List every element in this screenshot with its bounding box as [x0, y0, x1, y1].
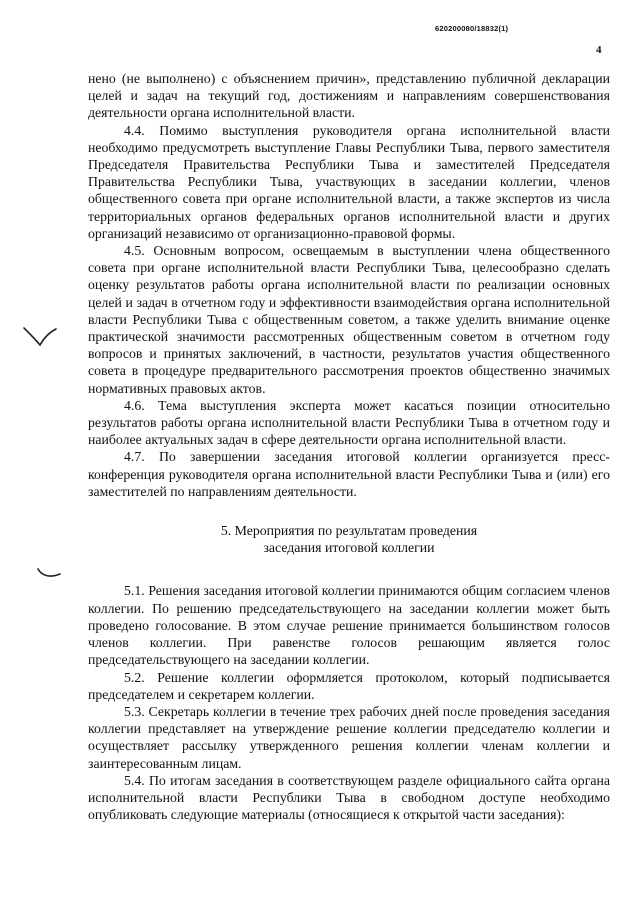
paragraph-5-4: 5.4. По итогам заседания в соответствующем разделе официального сайта органа исполнительной власти Республики Тыва в свободном доступе необходимо опубликовать следующие материалы (относящиеся к открытой части заседания): [88, 772, 610, 823]
paragraph-5-1: 5.1. Решения заседания итоговой коллегии принимаются общим согласием членов коллегии. По решению председательствующего на заседании коллегии может быть проведено голосование. В этом случае решение принимается большинством голосов членов коллегии. При равенстве голосов решающим является голос председательствующего на заседании коллегии. [88, 583, 610, 668]
document-body [88, 70, 610, 823]
paragraph-4-6: 4.6. Тема выступления эксперта может касаться позиции относительно результатов работы органа исполнительной власти Республики Тыва в отчетном году и наиболее актуальных задач в сфере деятельности органа исполнительной власти. [88, 397, 610, 448]
paragraph-4-5: 4.5. Основным вопросом, освещаемым в выступлении члена общественного совета при органе исполнительной власти Республики Тыва, целесообразно сделать оценку результатов работы органа исполнительной власти по реализации основных целей и задач в отчетном году и эффективности взаимодействия органа исполнительной власти Республики Тыва с общественным советом, а также уделить внимание оценке практической значимости рассмотренных общественным советом в отчетном году вопросов и принятых заключений, в частности, результатов участия общественного совета в процедуре предварительного рассмотрения проектов общественно значимых нормативных правовых актов. [88, 243, 610, 396]
margin-checkmark-icon [22, 326, 58, 348]
paragraph-4-7: 4.7. По завершении заседания итоговой коллегии организуется пресс-конференция руководителя органа исполнительной власти Республики Тыва и (или) его заместителей по направлениям деятельности. [88, 449, 610, 499]
page-number: 4 [596, 44, 602, 56]
section-heading [88, 522, 610, 556]
paragraph-5-2: 5.2. Решение коллегии оформляется протоколом, который подписывается председателем и секретарем коллегии. [88, 669, 610, 702]
paragraph-continuation: нено (не выполнено) с объяснением причин», представлению публичной декларации целей и задач на текущий год, достижениям и направлениям совершенствования деятельности органа исполнительной власти. [88, 71, 610, 121]
paragraph-5-3: 5.3. Секретарь коллегии в течение трех рабочих дней после проведения заседания коллегии представляет на утверждение решение коллегии председателю коллегии и осуществляет рассылку утвержденного решения коллегии членам коллегии и заинтересованным лицам. [88, 703, 610, 771]
section-heading-line1: 5. Мероприятия по результатам проведения [220, 523, 478, 539]
margin-stroke-icon [36, 566, 62, 580]
paragraph-4-4: 4.4. Помимо выступления руководителя органа исполнительной власти необходимо предусмотреть выступление Главы Республики Тыва, первого заместителя Председателя Правительства Республики Тыва и заместителей Председателя Правительства Республики Тыва, участвующих в заседании коллегии, членов общественного совета при органе исполнительной власти, а также экспертов из числа территориальных органов федеральных органов исполнительной власти и других организаций независимо от организационно-правовой формы. [88, 122, 610, 241]
document-id: 620200080/18832(1) [435, 24, 509, 33]
section-heading-line2: заседания итоговой коллегии [263, 540, 435, 556]
